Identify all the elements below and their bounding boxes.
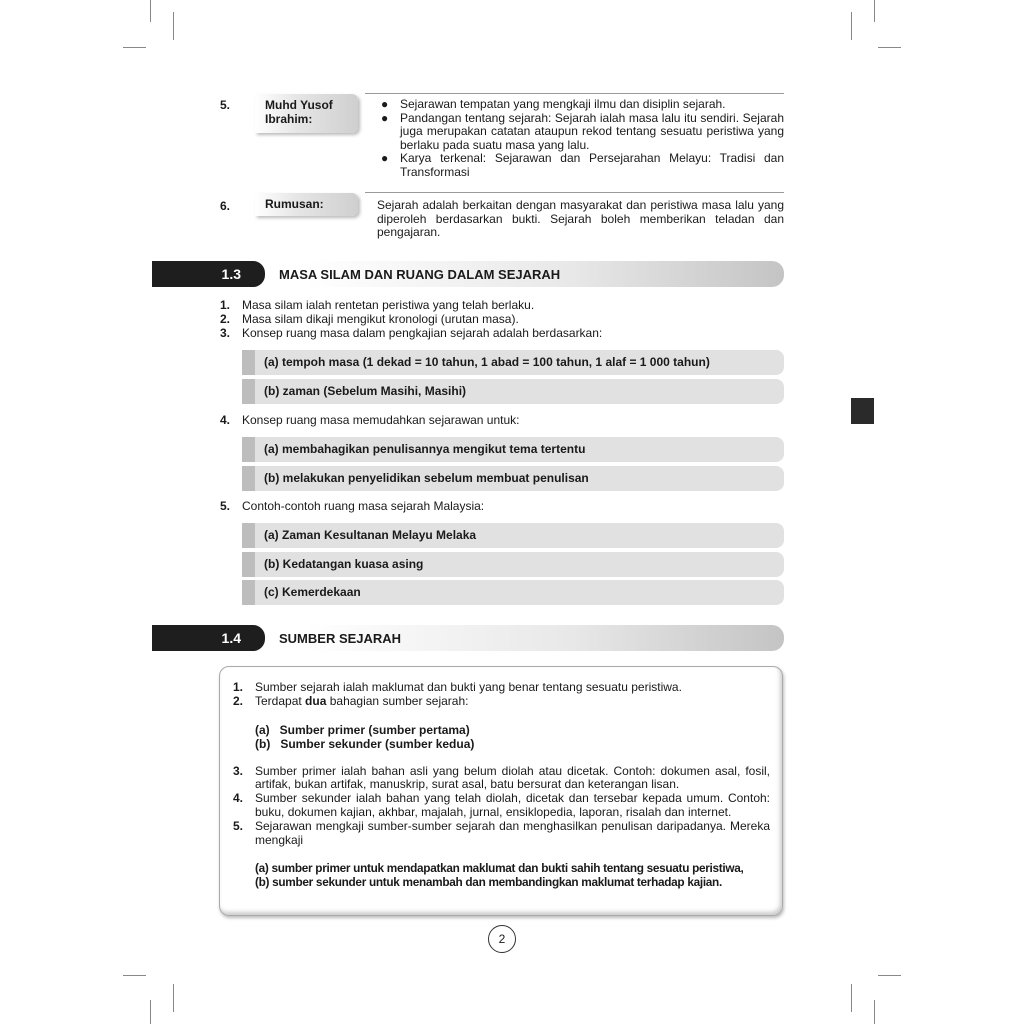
crop-mark: [851, 12, 852, 40]
summary-text: Sejarah adalah berkaitan dengan masyarakat dan peristiwa masa lalu yang diperoleh berdasarkan bukti. Sejarah boleh memberikan teladan dan pengajaran.: [377, 198, 784, 240]
list-number: 4.: [220, 413, 231, 427]
highlight-box: (b) zaman (Sebelum Masihi, Masihi): [242, 379, 784, 404]
bullet-text: Karya terkenal: Sejarawan dan Persejarahan Melayu: Tradisi dan Transformasi: [400, 151, 784, 179]
list-number: 3.: [220, 326, 231, 340]
divider: [365, 192, 784, 193]
list-item: [220, 327, 602, 341]
list-item: [233, 695, 770, 709]
sub-item: (b) Sumber sekunder (sumber kedua): [255, 736, 475, 751]
crop-mark: [150, 1000, 151, 1024]
list-number: 1.: [220, 298, 231, 312]
sub-item: (a) Sumber primer (sumber pertama): [255, 722, 470, 737]
page-number: 2: [488, 925, 516, 953]
list-number: 2.: [233, 693, 244, 708]
section-title: MASA SILAM DAN RUANG DALAM SEJARAH: [279, 267, 561, 282]
list-number: 4.: [233, 791, 244, 806]
text-run: bahagian sumber sejarah:: [326, 693, 469, 708]
list-number: 2.: [220, 312, 231, 326]
section-number: 1.3: [152, 261, 265, 287]
list-text: Sumber sejarah ialah maklumat dan bukti yang benar tentang sesuatu peristiwa.: [255, 680, 682, 694]
sub-item: (a) sumber primer untuk mendapatkan maklumat dan bukti sahih tentang sesuatu peristiwa,: [255, 861, 744, 876]
crop-mark: [173, 12, 174, 40]
bullet-icon: ●: [381, 110, 389, 125]
crop-mark: [123, 975, 146, 976]
bullet-icon: ●: [381, 97, 389, 111]
highlight-box: (b) melakukan penyelidikan sebelum membuat penulisan: [242, 466, 784, 491]
highlight-box: (a) tempoh masa (1 dekad = 10 tahun, 1 abad = 100 tahun, 1 alaf = 1 000 tahun): [242, 350, 784, 375]
list-item: [233, 765, 770, 793]
bullet-list: [381, 98, 784, 180]
spacer: [233, 847, 770, 861]
sub-item: (b) sumber sekunder untuk menambah dan membandingkan maklumat terhadap kajian.: [255, 875, 722, 890]
item-number: 6.: [220, 199, 231, 213]
list-text: Contoh-contoh ruang masa sejarah Malaysia:: [242, 499, 485, 513]
bullet-icon: ●: [381, 151, 389, 166]
list-item: [233, 681, 770, 695]
text-bold: dua: [305, 693, 327, 708]
bullet-item: [381, 152, 784, 179]
crop-mark: [123, 47, 146, 48]
list-text: Sumber sekunder ialah bahan yang telah diolah, dicetak dan tersebar kepada umum. Contoh: buku, dokumen kajian, akhbar, majalah, jurnal, ensiklopedia, laporan, risalah dan internet.: [255, 791, 770, 819]
list-text: Masa silam ialah rentetan peristiwa yang telah berlaku.: [242, 298, 535, 312]
crop-mark: [173, 984, 174, 1012]
section-number: 1.4: [152, 625, 265, 651]
list-item: [220, 500, 484, 514]
list-text: Sumber primer ialah bahan asli yang belum diolah atau dicetak. Contoh: dokumen asal, fosil, artifak, bukan artifak, manuskrip, surat asal, batu bersurat dan keterangan lisan.: [255, 763, 770, 792]
list-text: Sejarawan mengkaji sumber-sumber sejarah dan menghasilkan penulisan daripadanya. Mereka mengkaji: [255, 818, 770, 847]
bullet-item: [381, 98, 784, 112]
highlight-box: (a) Zaman Kesultanan Melayu Melaka: [242, 523, 784, 548]
section-title: SUMBER SEJARAH: [279, 631, 402, 646]
item-label: Rumusan:: [255, 193, 358, 216]
list-text: [255, 695, 770, 709]
item-number: 5.: [220, 98, 231, 112]
crop-mark: [150, 0, 151, 22]
list-item: [220, 313, 519, 327]
crop-mark: [874, 0, 875, 22]
list-item: [233, 792, 770, 820]
list-text: Konsep ruang masa memudahkan sejarawan untuk:: [242, 413, 520, 427]
bullet-text: Sejarawan tempatan yang mengkaji ilmu dan disiplin sejarah.: [400, 97, 726, 111]
spacer: [233, 709, 770, 723]
highlight-box: (a) membahagikan penulisannya mengikut tema tertentu: [242, 437, 784, 462]
text-run: Terdapat: [255, 693, 306, 708]
list-text: Konsep ruang masa dalam pengkajian sejarah adalah berdasarkan:: [242, 326, 603, 340]
list-item: [220, 414, 520, 428]
list-item: [220, 299, 534, 313]
chapter-tab-marker: [851, 398, 874, 424]
item-label: Muhd Yusof Ibrahim:: [255, 94, 358, 133]
section-header-1-4: [152, 625, 784, 651]
crop-mark: [878, 47, 901, 48]
crop-mark: [851, 984, 852, 1012]
divider: [365, 93, 784, 94]
bullet-text: Pandangan tentang sejarah: Sejarah ialah masa lalu itu sendiri. Sejarah juga merupakan catatan ataupun rekod tentang sesuatu peristiwa yang berlaku pada suatu masa yang lalu.: [400, 110, 784, 152]
list-text: Masa silam dikaji mengikut kronologi (urutan masa).: [242, 312, 519, 326]
spacer: [233, 751, 770, 765]
list-item: [233, 820, 770, 848]
list-number: 3.: [233, 763, 244, 778]
highlight-box: (c) Kemerdekaan: [242, 580, 784, 605]
list-number: 1.: [233, 680, 244, 694]
crop-mark: [878, 975, 901, 976]
bullet-item: [381, 112, 784, 153]
sumber-sejarah-box: [219, 666, 783, 916]
section-header-1-3: [152, 261, 784, 287]
list-number: 5.: [233, 818, 244, 833]
crop-mark: [874, 1000, 875, 1024]
list-number: 5.: [220, 499, 231, 513]
highlight-box: (b) Kedatangan kuasa asing: [242, 552, 784, 577]
